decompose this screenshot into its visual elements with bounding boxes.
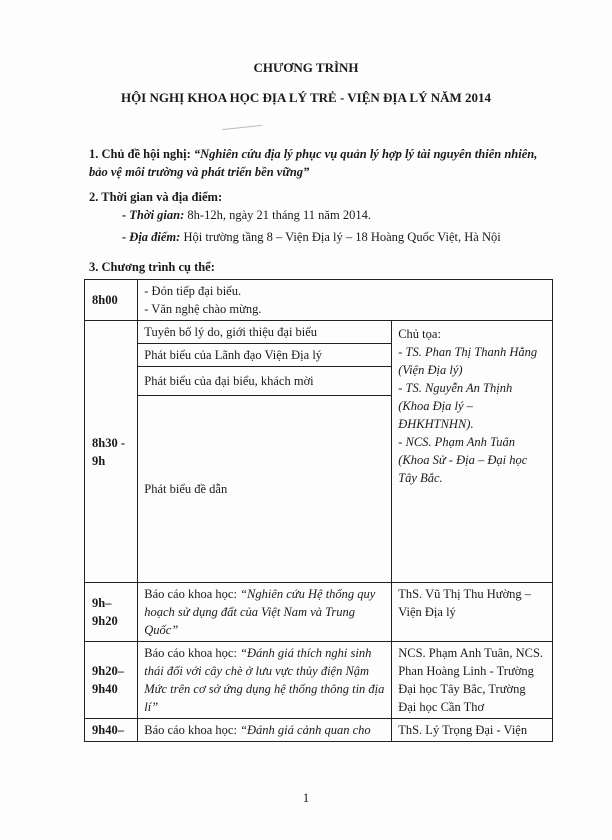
chair-item: - TS. Nguyễn An Thịnh (Khoa Địa lý – ĐHKHTNHN). [398,381,513,431]
row-speaker: NCS. Phạm Anh Tuân, NCS. Phan Hoàng Linh - Trường Đại học Tây Bắc, Trường Đại học Cần Thơ [392,642,553,719]
table-row [85,583,553,642]
row-desc: - Đón tiếp đại biểu. - Văn nghệ chào mừng. [138,280,553,321]
scan-mark [222,125,262,130]
page-subtitle: HỘI NGHỊ KHOA HỌC ĐỊA LÝ TRẺ - VIỆN ĐỊA LÝ NĂM 2014 [120,90,492,105]
row-desc: Báo cáo khoa học: “Nghiên cứu Hệ thống quy hoạch sử dụng đất của Việt Nam và Trung Quốc” [138,583,392,642]
row-desc: Báo cáo khoa học: “Đánh giá cảnh quan cho [138,719,392,742]
table-row [85,719,553,742]
row-desc: Báo cáo khoa học: “Đánh giá thích nghi sinh thái đối với cây chè ở lưu vực thủy điện Nậm Mức trên cơ sở ứng dụng hệ thống thông tin địa lí” [138,642,392,719]
row-chairs [392,321,553,583]
row-time: 9h20– 9h40 [85,642,138,719]
table-row [85,321,553,344]
row-speaker: ThS. Vũ Thị Thu Hường – Viện Địa lý [392,583,553,642]
time-value: 8h-12h, ngày 21 tháng 11 năm 2014. [187,208,371,222]
page-number: 1 [302,790,310,805]
section-program-label: 3. Chương trình cụ thể: [89,260,215,274]
row-speaker: ThS. Lý Trọng Đại - Viện [392,719,553,742]
time-line [122,208,371,223]
place-value: Hội trường tầng 8 – Viện Địa lý – 18 Hoàng Quốc Việt, Hà Nội [183,230,501,244]
program-table [84,279,553,742]
row-time: 9h40– [85,719,138,742]
row-desc: Phát biểu đề dẫn [138,396,392,583]
page-title: CHƯƠNG TRÌNH [253,60,359,75]
row-desc: Tuyên bố lý do, giới thiệu đại biểu [138,321,392,344]
section-time-place-label: 2. Thời gian và địa điểm: [89,190,223,204]
table-row [85,642,553,719]
row-time: 8h30 - 9h [85,321,138,583]
row-time: 8h00 [85,280,138,321]
section-topic-text: “Nghiên cứu địa lý phục vụ quản lý hợp lý tài nguyên thiên nhiên, bảo vệ môi trường và phát triển bền vững” [89,147,538,179]
chair-label: Chủ tọa: [398,327,441,341]
section-topic-label: 1. Chủ đề hội nghị: [89,147,191,161]
row-desc: Phát biểu của Lãnh đạo Viện Địa lý [138,344,392,367]
place-line [122,230,501,245]
place-label: - Địa điểm: [122,230,181,244]
chair-item: - TS. Phan Thị Thanh Hằng (Viện Địa lý) [398,345,538,377]
row-time: 9h– 9h20 [85,583,138,642]
time-label: - Thời gian: [122,208,185,222]
row-desc: Phát biểu của đại biểu, khách mời [138,367,392,396]
table-row [85,280,553,321]
section-topic [89,145,549,181]
chair-item: - NCS. Phạm Anh Tuân (Khoa Sử - Địa – Đại học Tây Bắc. [398,435,528,485]
